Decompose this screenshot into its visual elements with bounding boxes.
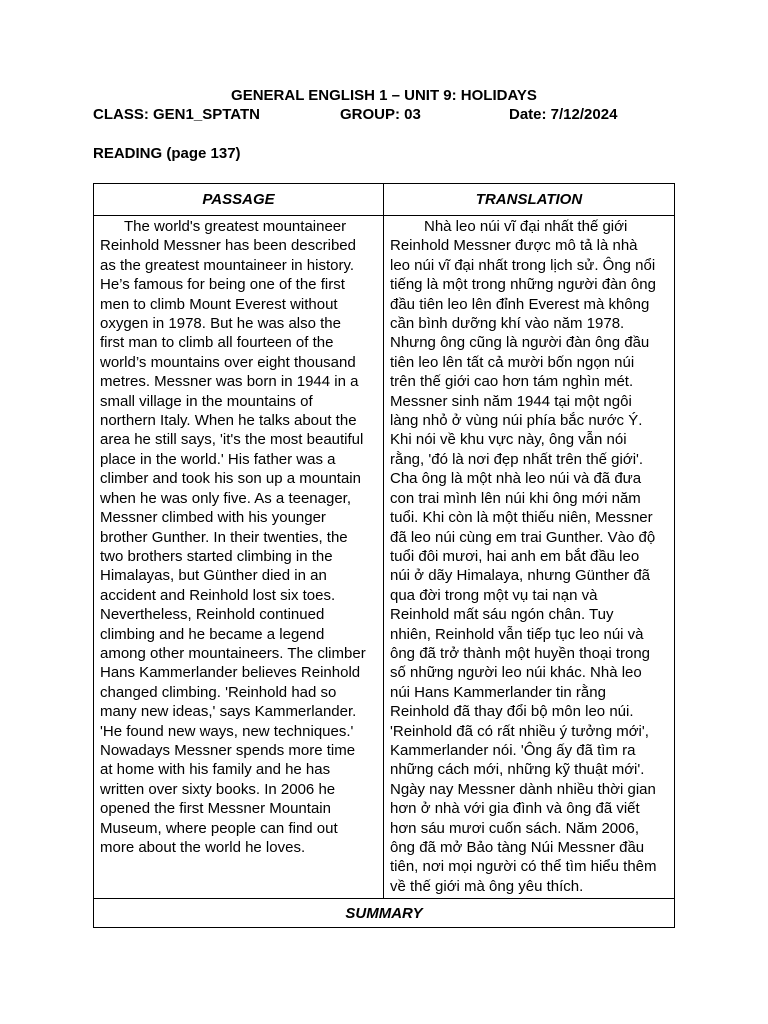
text-line: as the greatest mountaineer in history. (100, 256, 355, 274)
text-line: những cách mới, những kỹ thuật mới'. (390, 761, 645, 779)
text-line: The world's greatest mountaineer (124, 218, 347, 235)
text-line: núi ở dãy Himalaya, nhưng Günther đã (390, 567, 651, 585)
content-row (94, 216, 675, 899)
text-line: Messner sinh năm 1944 tại một ngôi (390, 392, 632, 410)
text-line: opened the first Messner Mountain (100, 800, 331, 818)
group-label: GROUP: 03 (340, 106, 421, 123)
translation-cell (384, 216, 675, 899)
text-line: Khi nói về khu vực này, ông vẫn nói (390, 431, 627, 449)
text-line: changed climbing. 'Reinhold had so (100, 683, 337, 701)
text-line: written over sixty books. In 2006 he (100, 780, 336, 798)
text-line: rằng, 'đó là nơi đẹp nhất trên thế giới'. (390, 450, 644, 468)
text-line: two brothers started climbing in the (100, 547, 333, 565)
text-line: đã leo núi cùng em trai Gunther. Vào độ (390, 528, 656, 546)
text-line: ông đã trở thành một huyền thoại trong (390, 644, 651, 662)
text-line: Cha ông là một nhà leo núi và đã đưa (390, 470, 642, 488)
text-line: 'Reinhold đã có rất nhiều ý tưởng mới', (390, 722, 649, 740)
translation-header: TRANSLATION (384, 184, 675, 216)
text-line: men to climb Mount Everest without (100, 295, 338, 313)
text-line: brother Gunther. In their twenties, the (100, 528, 348, 546)
text-line: đầu tiên leo lên đỉnh Everest mà không (390, 295, 650, 313)
text-line: at home with his family and he has (100, 761, 331, 779)
text-line: tiên leo lên tất cả mười bốn ngọn núi (390, 353, 635, 371)
text-line: when he was only five. As a teenager, (100, 489, 351, 507)
text-line: northern Italy. When he talks about the (100, 412, 357, 430)
text-line: Reinhold Messner has been described (100, 237, 356, 255)
text-line: He’s famous for being one of the first (100, 276, 345, 294)
passage-header: PASSAGE (94, 184, 384, 216)
passage-text (94, 216, 383, 859)
date-label: Date: 7/12/2024 (509, 106, 618, 123)
text-line: làng nhỏ ở vùng núi phía bắc nước Ý. (390, 412, 643, 430)
text-line: Himalayas, but Günther died in an (100, 567, 327, 585)
text-line: climber and took his son up a mountain (100, 470, 361, 488)
text-line: Reinhold đã thay đổi bộ môn leo núi. (390, 703, 634, 721)
text-line: climbing and he became a legend (100, 625, 325, 643)
text-line: tuổi đôi mươi, hai anh em bắt đầu leo (390, 547, 640, 565)
text-line: số những người leo núi khác. Nhà leo (390, 664, 642, 682)
text-line: first man to climb all fourteen of the (100, 334, 334, 352)
document-title: GENERAL ENGLISH 1 – UNIT 9: HOLIDAYS (231, 87, 537, 104)
text-line: trên thế giới cao hơn tám nghìn mét. (390, 373, 634, 391)
text-line: Nhà leo núi vĩ đại nhất thế giới (424, 218, 628, 235)
text-line: world’s mountains over eight thousand (100, 353, 356, 371)
translation-text (384, 216, 674, 898)
text-line: ông đã mở Bảo tàng Núi Messner đầu (390, 839, 645, 856)
text-line: many new ideas,' says Kammerlander. (100, 703, 357, 721)
text-line: among other mountaineers. The climber (100, 644, 366, 662)
text-line: Ngày nay Messner dành nhiều thời gian (390, 780, 656, 798)
text-line: nhiên, Reinhold vẫn tiếp tục leo núi và (390, 625, 644, 643)
summary-row (94, 899, 675, 928)
text-line: place in the world.' His father was a (100, 450, 336, 468)
class-info-row (93, 106, 693, 124)
text-line: tiếng là một trong những người đàn ông (390, 276, 656, 294)
summary-header: SUMMARY (94, 899, 675, 928)
passage-cell (94, 216, 384, 899)
text-line: more about the world he loves. (100, 839, 306, 856)
text-line: area he still says, 'it's the most beautiful (100, 431, 364, 449)
text-line: Nevertheless, Reinhold continued (100, 606, 325, 624)
text-line: Reinhold mất sáu ngón chân. Tuy (390, 606, 614, 624)
text-line: oxygen in 1978. But he was also the (100, 315, 341, 333)
text-line: 'He found new ways, new techniques.' (100, 722, 354, 740)
text-line: Nhưng ông cũng là người đàn ông đầu (390, 334, 650, 352)
table-header-row (94, 184, 675, 216)
text-line: metres. Messner was born in 1944 in a (100, 373, 359, 391)
text-line: hơn sáu mươi cuốn sách. Năm 2006, (390, 819, 640, 837)
text-line: Messner climbed with his younger (100, 509, 326, 527)
text-line: accident and Reinhold lost six toes. (100, 586, 336, 604)
text-line: về thế giới mà ông yêu thích. (390, 877, 584, 895)
text-line: tuổi. Khi còn là một thiếu niên, Messner (390, 509, 653, 527)
text-line: Kammerlander nói. 'Ông ấy đã tìm ra (390, 741, 636, 759)
text-line: Museum, where people can find out (100, 819, 338, 837)
text-line: Hans Kammerlander believes Reinhold (100, 664, 361, 682)
text-line: qua đời trong một vụ tai nạn và (390, 586, 598, 604)
class-label: CLASS: GEN1_SPTATN (93, 106, 260, 123)
text-line: con trai mình lên núi khi ông mới năm (390, 489, 641, 507)
text-line: hơn ở nhà với gia đình và ông đã viết (390, 800, 640, 818)
text-line: leo núi vĩ đại nhất trong lịch sử. Ông nổi (390, 256, 656, 274)
text-line: cần bình dưỡng khí vào năm 1978. (390, 315, 625, 333)
text-line: núi Hans Kammerlander tin rằng (390, 683, 606, 701)
section-heading: READING (page 137) (93, 145, 241, 162)
text-line: small village in the mountains of (100, 392, 313, 410)
reading-table (93, 183, 675, 928)
text-line: Nowadays Messner spends more time (100, 741, 356, 759)
text-line: tiên, nơi mọi người có thể tìm hiểu thêm (390, 858, 657, 876)
text-line: Reinhold Messner được mô tả là nhà (390, 237, 638, 255)
